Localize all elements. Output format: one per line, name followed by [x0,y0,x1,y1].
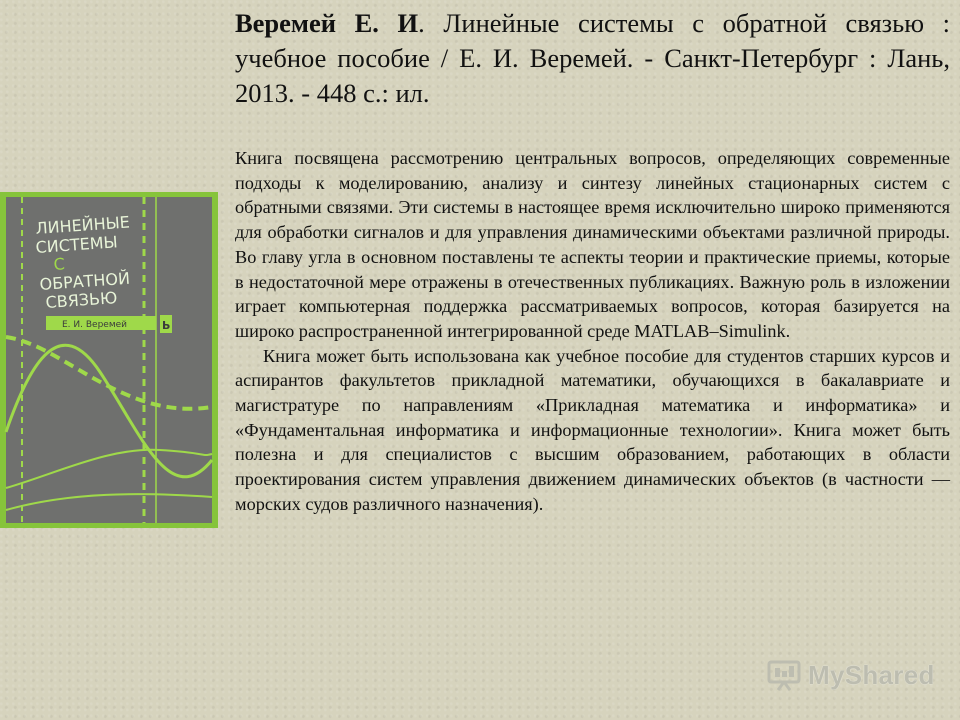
annotation-paragraph-2: Книга может быть использована как учебное пособие для студентов старших курсов и аспирантов факультетов прикладной математики, обучающихся в бакалавриате и магистратуре по направлениям «Прикладная математика и информатика» и «Фундаментальная информатика и информационные технологии». Книга может быть полезна и для специалистов с высшим образованием, работающих в области проектирования систем управления движением динамических объектов (в частности — морских судов различного назначения). [235,345,950,514]
cover-title-line-4: ОБРАТНОЙ [38,268,131,294]
cover-title-line-5: СВЯЗЬЮ [44,288,118,312]
myshared-watermark [766,657,935,693]
cover-author: Е. И. Веремей [62,320,127,330]
book-citation [235,6,950,111]
cover-publisher-mark: Ь [162,319,171,332]
cover-title-line-3: С [52,254,66,274]
book-citation-rest: . Линейные системы с обратной связью : учебное пособие / Е. И. Веремей. - Санкт-Петербург : Лань, 2013. - 448 с.: ил. [235,8,950,108]
book-annotation [235,146,950,517]
book-cover-image [0,192,218,528]
presentation-icon [766,657,802,693]
cover-title-line-1: ЛИНЕЙНЫЕ [34,212,131,238]
annotation-paragraph-1: Книга посвящена рассмотрению центральных вопросов, определяющих современные подходы к моделированию, анализу и синтезу линейных стационарных систем с обратными связями. Эти системы в настоящее время исключительно широко применяются для обработки сигналов и для управления динамическими объектами различной природы. Во главу угла в основном поставлены те аспекты теории и практические приемы, которые в недостаточной мере отражены в отечественных публикациях. Важную роль в изложении играет компьютерная поддержка рассматриваемых вопросов, которая базируется на широко распространенной интегрированной среде MATLAB–Simulink. [235,148,950,341]
book-author: Веремей Е. И [235,8,419,38]
watermark-text: MyShared [808,659,935,690]
cover-title-line-2: СИСТЕМЫ [34,232,119,257]
